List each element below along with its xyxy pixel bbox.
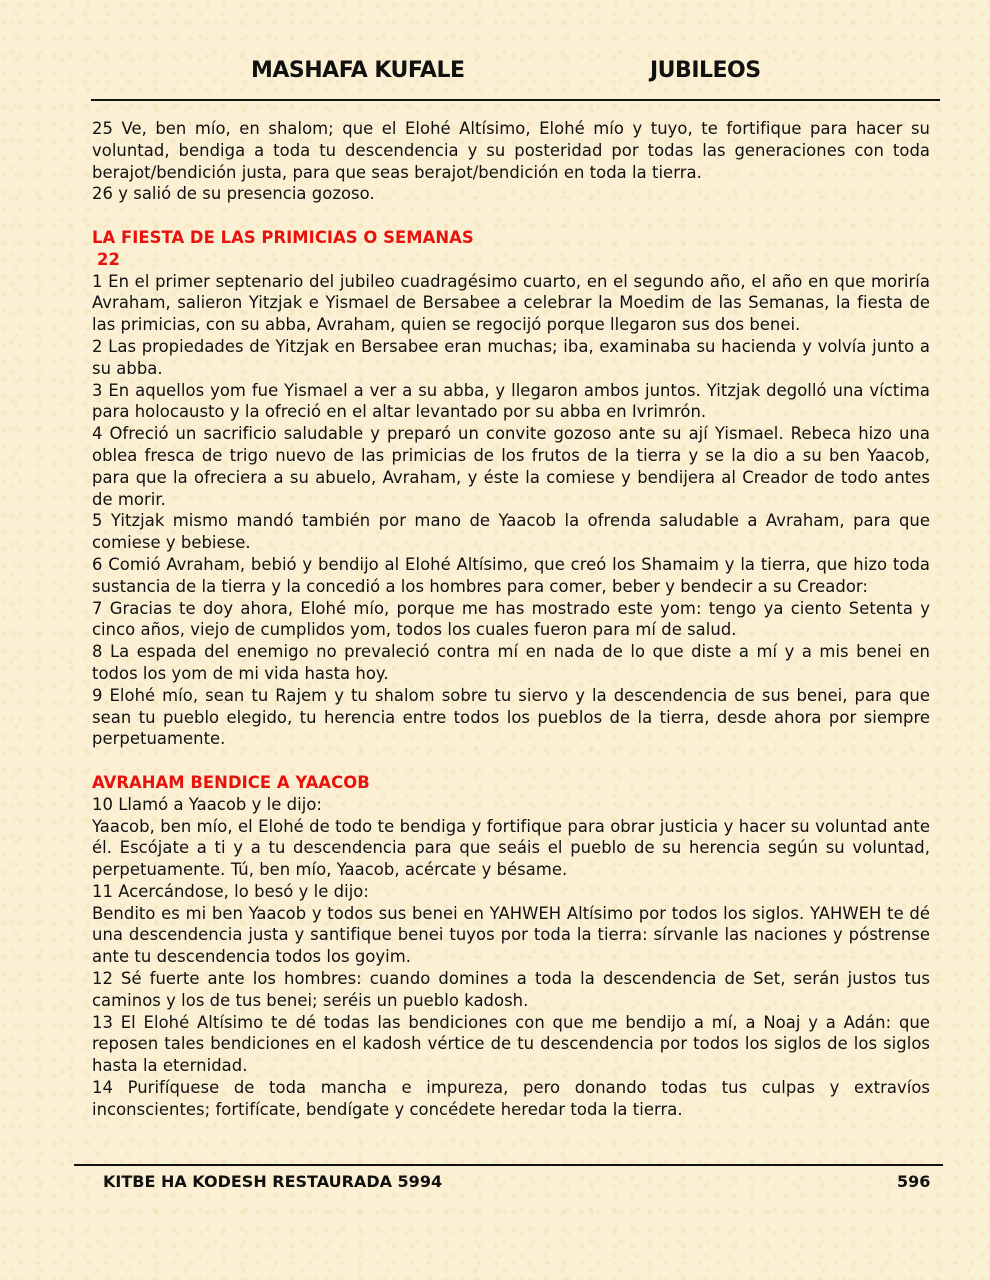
section-heading-primicias: LA FIESTA DE LAS PRIMICIAS O SEMANAS	[92, 227, 474, 247]
paragraph-3: 3 En aquellos yom fue Yismael a ver a su abba, y llegaron ambos juntos. Yitzjak degolló una víctima para holocausto y la ofreció en el altar levantado por su abba en Ivrimrón.	[92, 380, 930, 422]
paragraph-6: 6 Comió Avraham, bebió y bendijo al Elohé Altísimo, que creó los Shamaim y la tierra, que hizo toda sustancia de la tierra y la concedió a los hombres para comer, beber y bendecir a su Creador:	[92, 554, 930, 596]
paragraph-2: 2 Las propiedades de Yitzjak en Bersabee eran muchas; iba, examinaba su hacienda y volvía junto a su abba.	[92, 336, 930, 378]
spacer	[92, 205, 930, 227]
paragraph-10: 10 Llamó a Yaacob y le dijo:	[92, 794, 322, 814]
header-right-title: JUBILEOS	[650, 58, 761, 83]
paragraph-7: 7 Gracias te doy ahora, Elohé mío, porque me has mostrado este yom: tengo ya ciento Setenta y cinco años, viejo de cumplidos yom, todos los cuales fueron para mí de salud.	[92, 598, 930, 640]
paragraph-14: 14 Purifíquese de toda mancha e impureza, pero donando todas tus culpas y extravíos inconscientes; fortifícate, bendígate y concédete heredar toda la tierra.	[92, 1078, 930, 1119]
section-heading-avraham: AVRAHAM BENDICE A YAACOB	[92, 772, 370, 792]
paragraph-1: 1 En el primer septenario del jubileo cuadragésimo cuarto, en el segundo año, el año en que moriría Avraham, salieron Yitzjak e Yismael de Bersabee a celebrar la Moedim de las Semanas, la fiesta de las primicias, con su abba, Avraham, quien se regocijó porque llegaron sus dos benei.	[92, 271, 930, 335]
paragraph-11: 11 Acercándose, lo besó y le dijo:	[92, 881, 369, 901]
paragraph-13: 13 El Elohé Altísimo te dé todas las bendiciones con que me bendijo a mí, a Noaj y a Adán: que reposen tales bendiciones en el kadosh vértice de tu descendencia por todos los siglos de los siglos hasta la eternidad.	[92, 1012, 930, 1076]
paragraph-12: 12 Sé fuerte ante los hombres: cuando domines a toda la descendencia de Set, serán justos tus caminos y los de tus benei; seréis un pueblo kadosh.	[92, 969, 930, 1010]
page-header	[0, 58, 990, 92]
spacer	[92, 750, 930, 772]
page-body	[92, 118, 930, 1121]
header-left-title: MASHAFA KUFALE	[251, 58, 465, 83]
footer-divider	[74, 1164, 943, 1166]
paragraph-9: 9 Elohé mío, sean tu Rajem y tu shalom sobre tu siervo y la descendencia de sus benei, para que sean tu pueblo elegido, tu herencia entre todos los pueblos de la tierra, desde ahora por siempre perpetuamente.	[92, 685, 930, 749]
chapter-number: 22	[97, 249, 120, 269]
footer-book-title: KITBE HA KODESH RESTAURADA 5994	[103, 1172, 443, 1191]
paragraph-26: 26 y salió de su presencia gozoso.	[92, 184, 375, 204]
paragraph-4: 4 Ofreció un sacrificio saludable y preparó un convite gozoso ante su ají Yismael. Rebeca hizo una oblea fresca de trigo nuevo de las primicias de los frutos de la tierra y se la dio a su ben Yaacob, para que la ofreciera a su abuelo, Avraham, y éste la comiese y bendijera al Creador de todo antes de morir.	[92, 424, 930, 509]
paragraph-11-blessing: Bendito es mi ben Yaacob y todos sus benei en YAHWEH Altísimo por todos los siglos. YAHWEH te dé una descendencia justa y santifique benei tuyos por toda la tierra: sírvanle las naciones y póstrense ante tu descendencia todos los goyim.	[92, 903, 930, 967]
paragraph-25: 25 Ve, ben mío, en shalom; que el Elohé Altísimo, Elohé mío y tuyo, te fortifique para hacer su voluntad, bendiga a toda tu descendencia y su posteridad por todas las generaciones con toda berajot/bendición justa, para que seas berajot/bendición en toda la tierra.	[92, 119, 930, 182]
paragraph-8: 8 La espada del enemigo no prevaleció contra mí en nada de lo que diste a mí y a mis benei en todos los yom de mi vida hasta hoy.	[92, 642, 930, 683]
paragraph-5: 5 Yitzjak mismo mandó también por mano de Yaacob la ofrenda saludable a Avraham, para que comiese y bebiese.	[92, 511, 930, 553]
page-number: 596	[897, 1172, 931, 1191]
paragraph-10-blessing: Yaacob, ben mío, el Elohé de todo te bendiga y fortifique para obrar justicia y hacer su voluntad ante él. Escójate a ti y a tu descendencia para que seáis el pueblo de su herencia según su voluntad, perpetuamente. Tú, ben mío, Yaacob, acércate y bésame.	[92, 816, 930, 880]
header-divider	[91, 99, 940, 101]
